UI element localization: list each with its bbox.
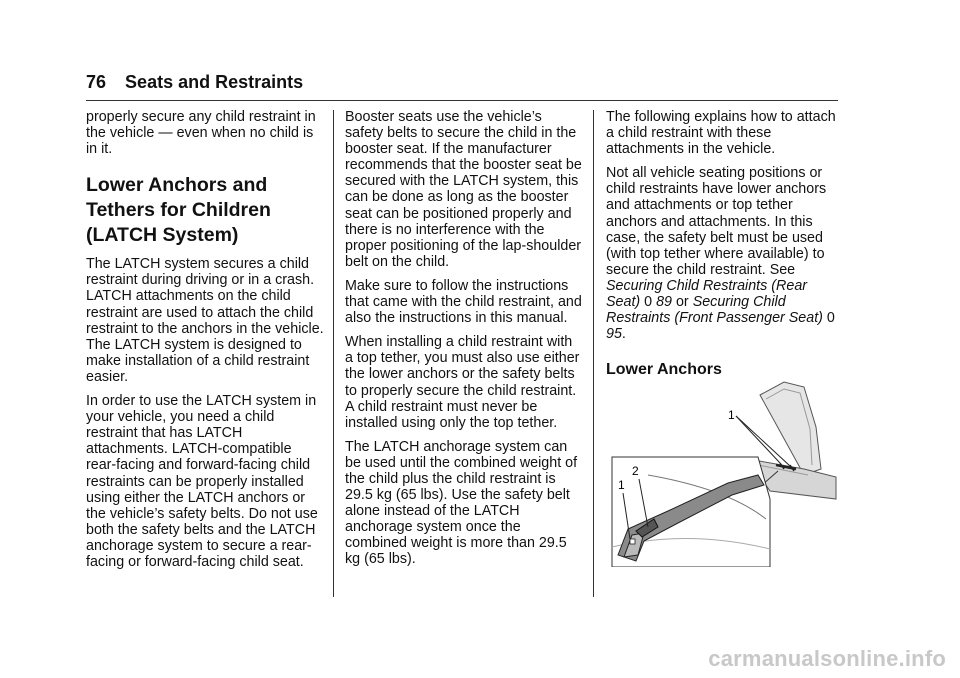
paragraph: The LATCH system secures a child restraint during driving or in a crash. LATCH attachments on the child restraint are used to attach the child restraint to the anchors in the vehicle. The LATCH system is designed to make installation of a child restraint easier. [86,256,324,385]
callout-label-1: 1 [728,408,735,422]
cross-reference-link[interactable]: Securing Child Restraints (Front Passenger Seat) [606,294,823,327]
paragraph: The LATCH anchorage system can be used until the combined weight of the child plus the child restraint is 29.5 kg (65 lbs). Use the safety belt alone instead of the LATCH anchorage system once the combined weight is more than 29.5 kg (65 lbs). [345,438,578,568]
cross-reference-link[interactable]: Securing Child Restraints (Rear Seat) [606,277,808,311]
column-3 [606,109,844,388]
paragraph-with-references [606,165,844,342]
paragraph: Booster seats use the vehicle’s safety belts to secure the child in the booster seat. If the manufacturer recommends that the booster seat be secured with the LATCH system, this can be done as long as the booster seat can be positioned properly and there is no interference with the proper positioning of the lap-shoulder belt on the child. [345,109,582,270]
paragraph: The following explains how to attach a child restraint with these attachments in the vehicle. [606,109,836,158]
subsection-heading: Lower Anchors [606,361,722,379]
page-reference[interactable]: 95 [606,326,622,343]
page-reference[interactable]: 89 [656,294,672,311]
callout-label-2: 2 [632,464,639,478]
page-header [86,72,303,93]
column-2 [345,109,583,576]
paragraph: Make sure to follow the instructions that came with the child restraint, and also the instructions in this manual. [345,277,582,327]
paragraph-text: Not all vehicle seating positions or child restraints have lower anchors and attachments or top tether anchors and attachments. In this case, the safety belt must be used (with top tether where available) to secure the child restraint. See [606,165,827,278]
column-divider-2 [593,110,594,597]
lower-anchors-illustration [608,379,848,567]
section-heading: Lower Anchors and Tethers for Children (LATCH System) [86,174,271,247]
callout-label-1-inset: 1 [618,478,625,492]
connector-text: or [675,294,689,311]
page-ref-symbol: 0 [826,310,835,327]
column-1 [86,109,324,578]
section-title: Seats and Restraints [125,72,304,92]
paragraph: properly secure any child restraint in the vehicle — even when no child is in it. [86,109,316,158]
column-divider-1 [333,110,334,597]
paragraph: In order to use the LATCH system in your vehicle, you need a child restraint that has LATCH attachments. LATCH-compatible rear-facing and forward-facing child restraints can be properly installed using either the LATCH anchors or the vehicle’s safety belts. Do not use both the safety belts and the LATCH anchorage system to secure a rear-facing or forward-facing child seat. [86,393,318,570]
page-number: 76 [86,72,107,92]
header-rule [86,100,838,101]
paragraph: When installing a child restraint with a top tether, you must also use either the lower anchors or the safety belts to properly secure the child restraint. A child restraint must never be installed using only the top tether. [345,334,580,431]
watermark: carmanualsonline.info [708,646,946,671]
sentence-end: . [621,326,626,343]
page-ref-symbol: 0 [644,294,653,311]
